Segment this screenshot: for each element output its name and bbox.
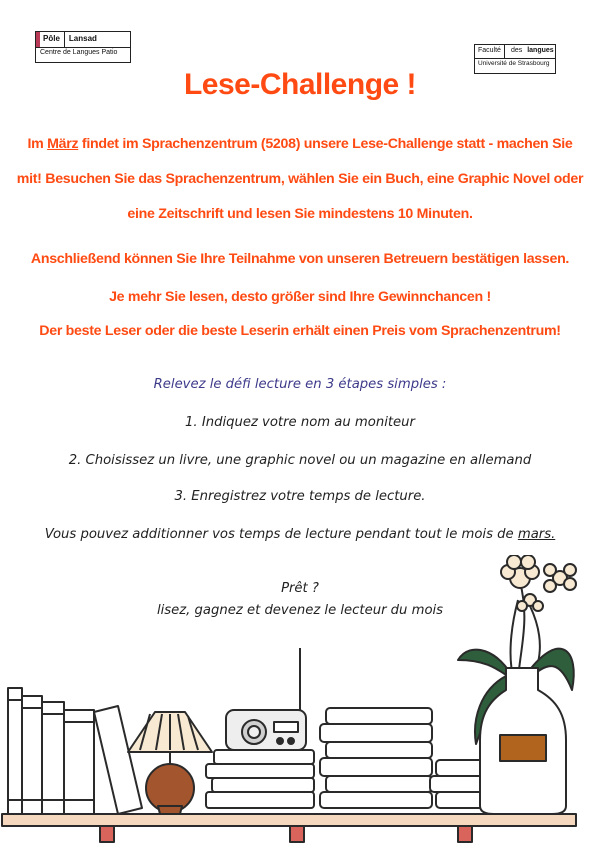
lansad-logo bbox=[35, 31, 131, 63]
german-paragraph-4: Der beste Leser oder die beste Leserin erhält einen Preis vom Sprachenzentrum! bbox=[39, 323, 561, 339]
french-step-3: 3. Enregistrez votre temps de lecture. bbox=[174, 489, 426, 504]
french-heading: Relevez le défi lecture en 3 étapes simples : bbox=[153, 377, 447, 392]
upright-books-icon bbox=[8, 688, 142, 814]
german-paragraph-2: Anschließend können Sie Ihre Teilnahme von unseren Betreuern bestätigen lassen. bbox=[30, 251, 570, 267]
logo-pole: Pôle bbox=[36, 32, 65, 47]
french-note bbox=[0, 526, 600, 544]
logo-subtitle: Centre de Langues Patio bbox=[40, 49, 118, 56]
french-note-text: Vous pouvez additionner vos temps de lecture pendant tout le mois de bbox=[44, 527, 518, 542]
book-stack-right-icon bbox=[320, 708, 494, 808]
page-title: Lese-Challenge ! bbox=[183, 68, 417, 101]
german-line-2: mit! Besuchen Sie das Sprachenzentrum, wählen Sie ein Buch, eine Graphic Novel oder bbox=[16, 171, 584, 187]
shelf-icon bbox=[2, 814, 576, 842]
french-step-2: 2. Choisissez un livre, une graphic novel ou un magazine en allemand bbox=[68, 453, 532, 468]
logo-lansad: Lansad bbox=[68, 34, 97, 43]
logo-stripe bbox=[36, 32, 40, 47]
german-line-3: eine Zeitschrift und lesen Sie mindestens 10 Minuten. bbox=[127, 206, 473, 222]
radio-icon bbox=[226, 648, 306, 750]
french-note-month: mars. bbox=[517, 527, 556, 542]
book-stack-icon bbox=[206, 750, 314, 808]
german-line-1 bbox=[0, 134, 600, 154]
german-line-1a: Im bbox=[27, 136, 48, 152]
bookshelf-illustration bbox=[0, 555, 600, 849]
french-step-1: 1. Indiquez votre nom au moniteur bbox=[185, 415, 415, 430]
logo-langues-prefix: des bbox=[510, 47, 525, 54]
german-line-1b: findet im Sprachenzentrum (5208) unsere Lese-Challenge statt - machen Sie bbox=[78, 136, 573, 152]
logo-faculte: Faculté bbox=[475, 45, 505, 58]
french-cta: lisez, gagnez et devenez le lecteur du mois bbox=[156, 603, 444, 618]
french-ready: Prêt ? bbox=[281, 581, 319, 596]
logo-langues-word: langues bbox=[527, 47, 554, 54]
logo-langues bbox=[505, 45, 557, 58]
logo-university: Université de Strasbourg bbox=[478, 60, 550, 67]
german-paragraph-3: Je mehr Sie lesen, desto größer sind Ihre Gewinnchancen ! bbox=[109, 289, 491, 305]
german-month: März bbox=[47, 136, 79, 152]
